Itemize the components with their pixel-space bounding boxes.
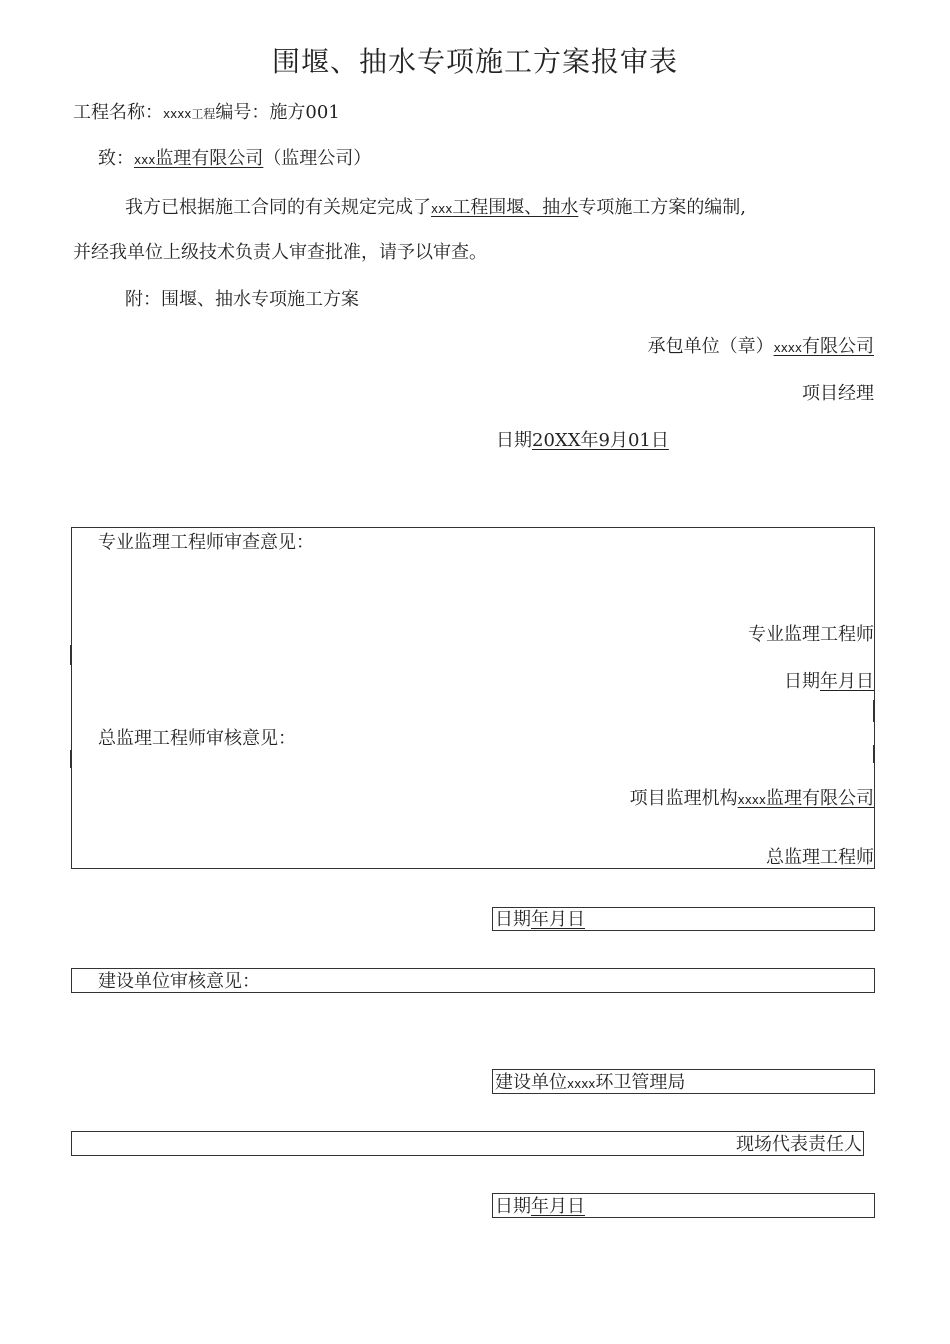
page-title: 围堰、抽水专项施工方案报审表 — [271, 45, 678, 78]
owner-date-line — [495, 1195, 585, 1219]
body-scheme: 施工方案 — [614, 197, 687, 218]
addressee-line — [98, 147, 371, 172]
specialist-date-label: 日期 — [784, 671, 820, 692]
project-name-label: 工程名称： — [73, 102, 163, 123]
specialist-date-value: 年月日 — [820, 671, 874, 692]
owner-unit-company — [567, 1072, 685, 1093]
addressee-company-prefix: xxx — [134, 153, 156, 167]
owner-review-heading: 建设单位审核意见： — [98, 971, 260, 992]
body-line-1 — [125, 196, 746, 221]
supervision-org-name: 监理有限公司 — [766, 788, 874, 809]
supervision-org-prefix: xxxx — [737, 793, 766, 807]
chief-engineer-label: 总监理工程师 — [766, 847, 874, 868]
addressee-suffix: （监理公司） — [263, 148, 372, 169]
box-edge-mark — [70, 645, 72, 665]
to-prefix: 致： — [98, 148, 134, 169]
chief-date-label: 日期 — [495, 909, 531, 930]
project-manager-label: 项目经理 — [802, 383, 874, 404]
body-project-name — [431, 197, 578, 218]
number-value: 施方001 — [269, 102, 340, 123]
body-line-1-prefix: 我方已根据施工合同的有关规定完成了 — [125, 197, 431, 218]
owner-unit-name: 环卫管理局 — [595, 1072, 686, 1093]
contractor-company — [774, 336, 874, 357]
contractor-date-line — [496, 429, 669, 453]
number-label: 编号： — [215, 102, 270, 123]
owner-date-label: 日期 — [495, 1196, 531, 1217]
specialist-engineer-label: 专业监理工程师 — [748, 624, 874, 645]
owner-unit-label: 建设单位 — [495, 1072, 567, 1093]
contractor-company-prefix: xxxx — [773, 341, 802, 355]
owner-unit-line — [495, 1071, 685, 1096]
owner-unit-prefix: xxxx — [567, 1077, 596, 1091]
project-header — [73, 101, 340, 126]
box-edge-mark — [70, 750, 72, 768]
contractor-date-value: 20XX年9月01日 — [532, 430, 669, 451]
box-edge-mark — [873, 700, 875, 722]
addressee-company-name: 监理有限公司 — [155, 148, 264, 169]
contractor-label: 承包单位（章） — [647, 336, 774, 357]
chief-date-value: 年月日 — [531, 909, 585, 930]
attachment-line: 附：围堰、抽水专项施工方案 — [125, 289, 359, 310]
specialist-review-heading: 专业监理工程师审查意见： — [98, 532, 314, 553]
contractor-company-name: 有限公司 — [802, 336, 874, 357]
contractor-line — [648, 335, 874, 360]
supervision-org-label: 项目监理机构 — [629, 788, 738, 809]
supervision-org-line — [630, 787, 874, 812]
body-line-1-end: 的编制, — [686, 197, 747, 218]
chief-review-heading: 总监理工程师审核意见： — [98, 728, 296, 749]
owner-date-value: 年月日 — [531, 1196, 585, 1217]
body-project-text: 工程围堰、抽水 — [452, 197, 579, 218]
supervision-org-company — [738, 788, 874, 809]
box-edge-mark — [873, 745, 875, 763]
specialist-date-line — [784, 670, 874, 694]
project-name-value: xxxx工程 — [163, 107, 216, 121]
body-project-prefix: xxx — [431, 202, 453, 216]
chief-date-line — [495, 908, 585, 932]
body-line-1-mid: 专项 — [578, 197, 615, 218]
body-line-2: 并经我单位上级技术负责人审查批准，请予以审查。 — [73, 242, 487, 263]
contractor-date-label: 日期 — [496, 430, 532, 451]
supervision-review-box — [71, 527, 875, 869]
addressee-company — [134, 148, 263, 169]
site-rep-label: 现场代表责任人 — [736, 1134, 862, 1155]
